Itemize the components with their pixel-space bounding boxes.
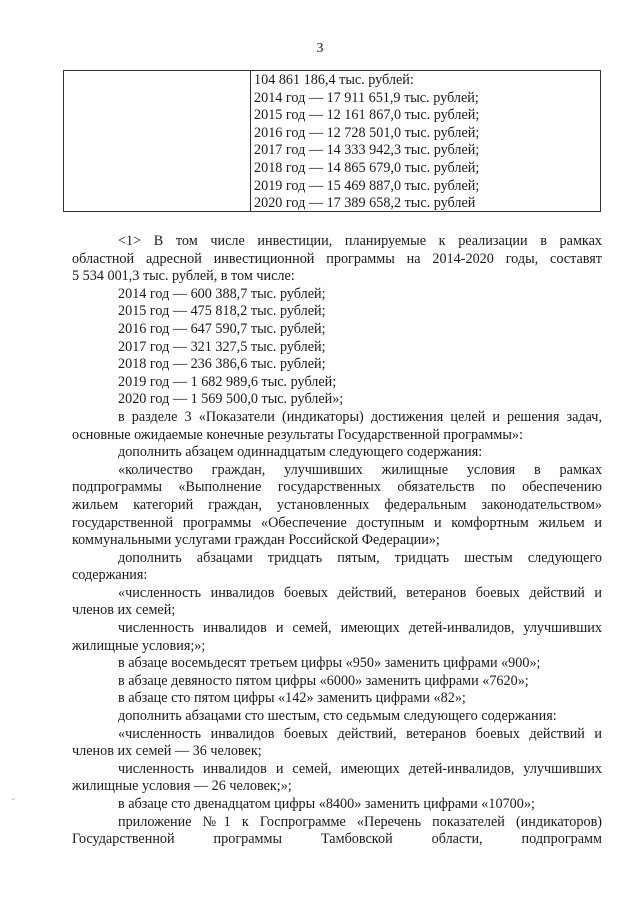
text-line: «количество граждан, улучшивших жилищные условия в рамках (118, 461, 602, 478)
text-line: численность инвалидов и семей, имеющих детей-инвалидов, улучшивших (118, 760, 602, 777)
table-line: 2015 год — 12 161 867,0 тыс. рублей; (254, 107, 480, 124)
text-line: численность инвалидов и семей, имеющих детей-инвалидов, улучшивших (118, 620, 602, 637)
table-line: 2016 год — 12 728 501,0 тыс. рублей; (254, 124, 480, 141)
text-line: 2019 год — 1 682 989,6 тыс. рублей; (118, 373, 337, 390)
text-line: 2018 год — 236 386,6 тыс. рублей; (118, 356, 326, 373)
text-line: жильем категорий граждан, установленных федеральным законодательством» (72, 496, 602, 513)
text-line: 5 534 001,3 тыс. рублей, в том числе: (72, 268, 295, 285)
table-line: 2014 год — 17 911 651,9 тыс. рублей; (254, 89, 479, 106)
text-line: членов их семей; (72, 602, 176, 619)
text-line: в абзаце сто двенадцатом цифры «8400» заменить цифрами «10700»; (118, 796, 535, 812)
table-line: 2020 год — 17 389 658,2 тыс. рублей (254, 195, 476, 212)
text-line: коммунальными услугами граждан Российской Федерации»; (72, 532, 440, 549)
text-line: в разделе 3 «Показатели (индикаторы) достижения целей и решения задач, (118, 408, 602, 425)
text-line: жилищные условия;»; (72, 637, 206, 654)
text-line: 2017 год — 321 327,5 тыс. рублей; (118, 338, 326, 355)
text-line: содержания: (72, 567, 148, 584)
text-line: 2020 год — 1 569 500,0 тыс. рублей»; (118, 391, 344, 408)
text-line: дополнить абзацами тридцать пятым, тридцать шестым следующего (118, 549, 602, 566)
table-line: 2017 год — 14 333 942,3 тыс. рублей; (254, 142, 480, 159)
table-funding-cell (254, 72, 596, 213)
text-line: «численность инвалидов боевых действий, ветеранов боевых действий и (118, 584, 602, 601)
text-line: 2014 год — 600 388,7 тыс. рублей; (118, 285, 326, 302)
text-line: жилищные условия — 26 человек;»; (72, 778, 292, 795)
text-line: <1> В том числе инвестиции, планируемые к реализации в рамках (118, 233, 602, 249)
text-line: членов их семей — 36 человек; (72, 743, 262, 760)
text-line: в абзаце сто пятом цифры «142» заменить цифрами «82»; (118, 690, 466, 707)
text-line: Государственной программы Тамбовской области, подпрограмм (72, 831, 602, 848)
table-line: 104 861 186,4 тыс. рублей: (254, 72, 414, 88)
table-divider (250, 71, 251, 211)
document-body (72, 233, 602, 849)
funding-table (63, 70, 601, 212)
scan-speck: ˶ (12, 794, 15, 803)
text-line: дополнить абзацем одиннадцатым следующего содержания: (118, 444, 483, 461)
text-line: областной адресной инвестиционной программы на 2014-2020 годы, составят (72, 250, 602, 267)
text-line: 2015 год — 475 818,2 тыс. рублей; (118, 303, 326, 320)
table-line: 2018 год — 14 865 679,0 тыс. рублей; (254, 159, 480, 176)
text-line: государственной программы «Обеспечение доступным и комфортным жильем и (72, 514, 602, 531)
text-line: «численность инвалидов боевых действий, ветеранов боевых действий и (118, 725, 602, 742)
text-line: основные ожидаемые конечные результаты Государственной программы»: (72, 426, 523, 443)
text-line: приложение №1 к Госпрограмме «Перечень показателей (индикаторов) (118, 813, 602, 830)
text-line: 2016 год — 647 590,7 тыс. рублей; (118, 320, 326, 337)
page-number: 3 (316, 41, 324, 56)
text-line: дополнить абзацами сто шестым, сто седьмым следующего содержания: (118, 708, 557, 725)
text-line: в абзаце восемьдесят третьем цифры «950» заменить цифрами «900»; (118, 655, 541, 672)
table-line: 2019 год — 15 469 887,0 тыс. рублей; (254, 177, 480, 194)
text-line: в абзаце девяносто пятом цифры «6000» заменить цифрами «7620»; (118, 672, 529, 689)
text-line: подпрограммы «Выполнение государственных обязательств по обеспечению (72, 479, 602, 496)
